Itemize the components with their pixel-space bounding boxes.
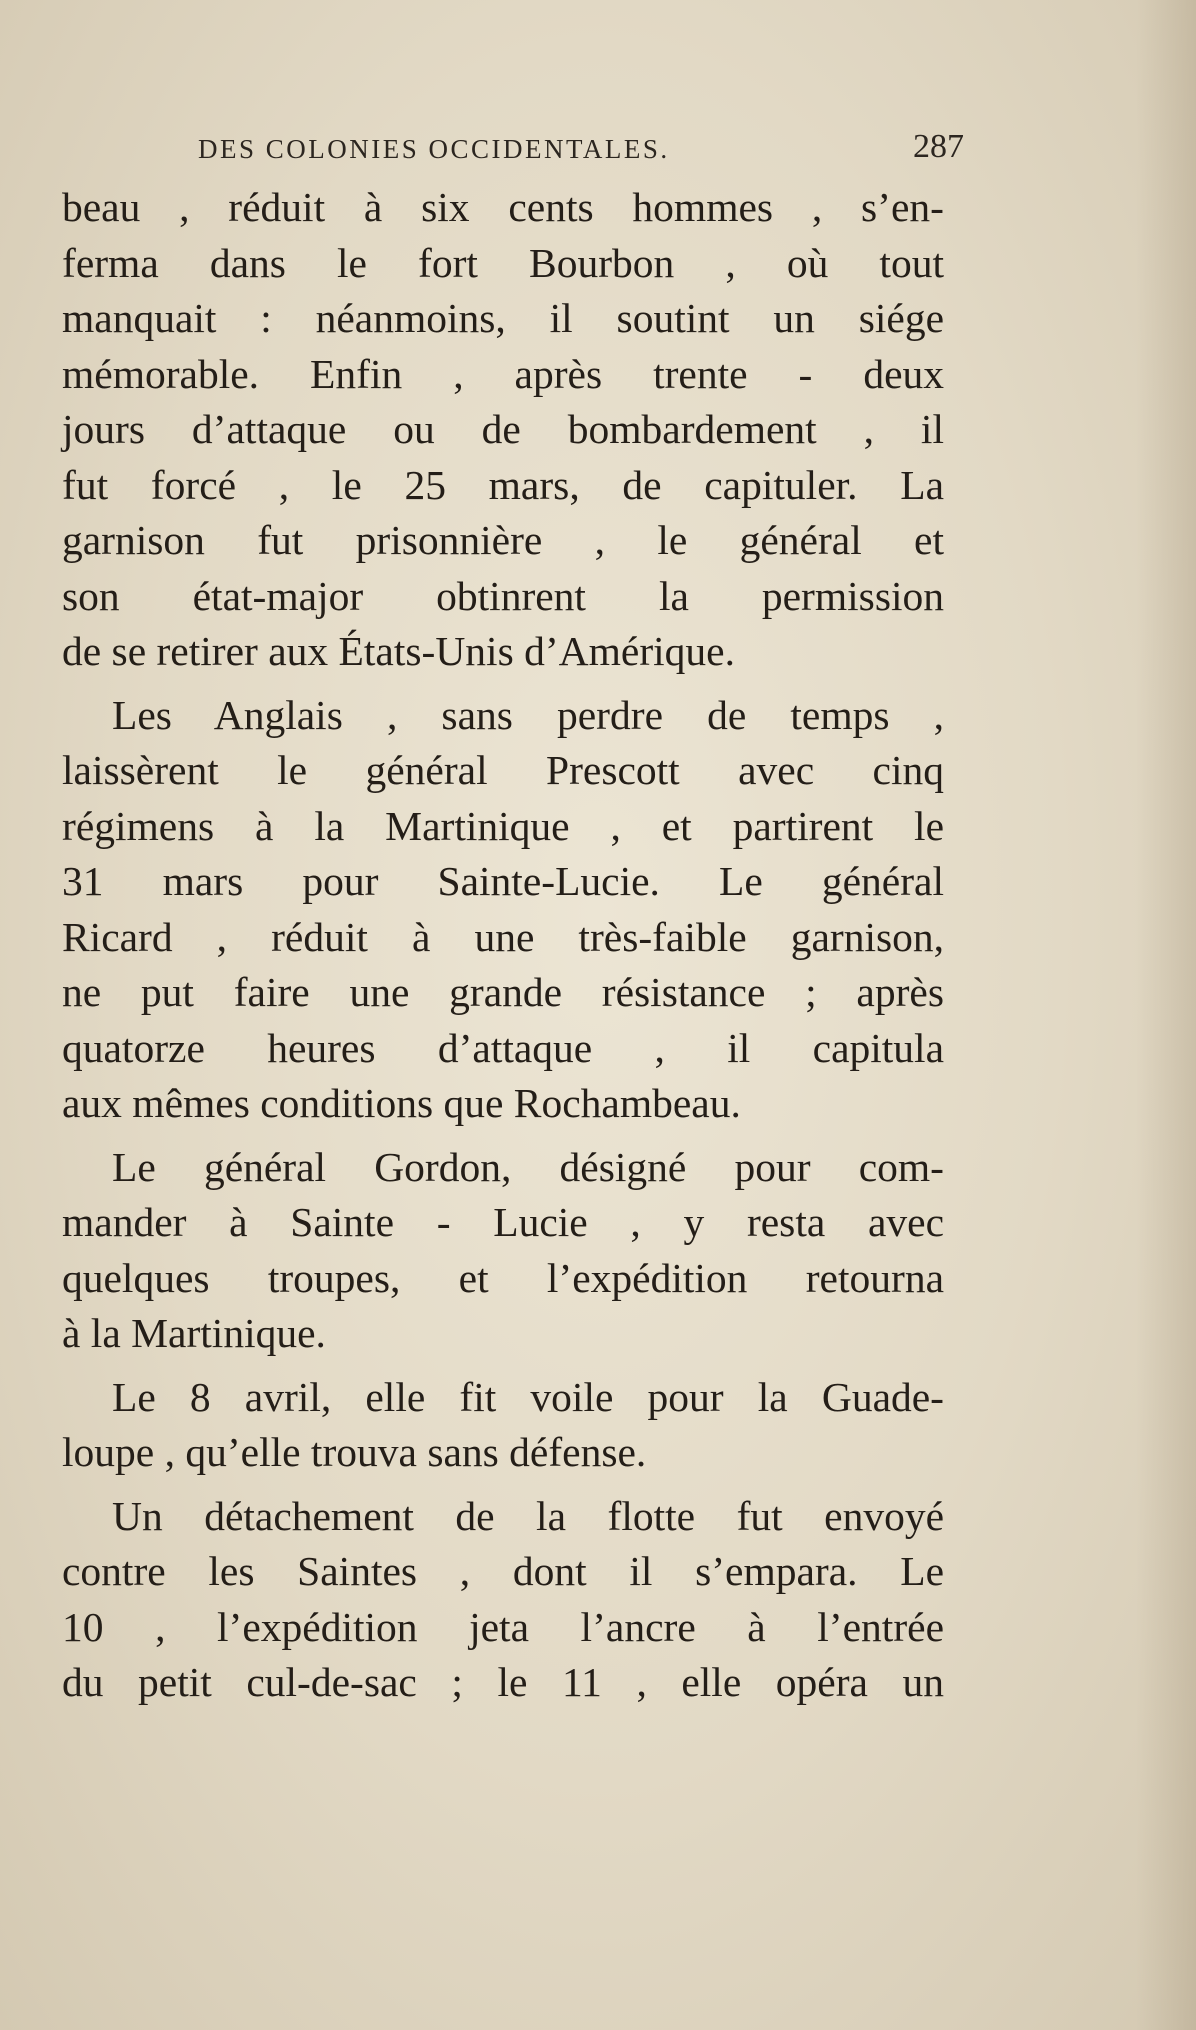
page-edge-shadow xyxy=(1136,0,1196,2030)
text-line: mémorable. Enfin , après trente - deux xyxy=(62,350,944,397)
text-line: son état-major obtinrent la permission xyxy=(62,572,944,619)
text-line: de se retirer aux États-Unis d’Amérique. xyxy=(62,628,735,674)
text-line: Un détachement de la flotte fut envoyé xyxy=(112,1492,944,1539)
text-line: ferma dans le fort Bourbon , où tout xyxy=(62,239,944,286)
text-line: fut forcé , le 25 mars, de capituler. La xyxy=(62,461,944,508)
text-line: 31 mars pour Sainte-Lucie. Le général xyxy=(62,858,944,904)
text-line: Les Anglais , sans perdre de temps , xyxy=(112,691,944,738)
text-line: Le général Gordon, désigné pour com- xyxy=(112,1143,944,1190)
text-line: jours d’attaque ou de bombardement , il xyxy=(62,406,944,452)
page-header xyxy=(62,128,962,168)
paragraph xyxy=(62,1370,944,1481)
text-line: régimens à la Martinique , et partirent le xyxy=(62,802,944,849)
paragraph xyxy=(62,1140,944,1362)
text-line: Le 8 avril, elle fit voile pour la Guade- xyxy=(112,1373,944,1420)
text-line: Ricard , réduit à une très-faible garnison, xyxy=(62,913,944,960)
text-line: quelques troupes, et l’expédition retourna xyxy=(62,1254,944,1301)
text-line: garnison fut prisonnière , le général et xyxy=(62,517,944,563)
text-line: loupe , qu’elle trouva sans défense. xyxy=(62,1429,647,1475)
text-line: beau , réduit à six cents hommes , s’en- xyxy=(62,184,944,230)
text-line: ne put faire une grande résistance ; après xyxy=(62,969,944,1015)
paragraph xyxy=(62,180,944,680)
text-line: laissèrent le général Prescott avec cinq xyxy=(62,747,944,793)
text-line: manquait : néanmoins, il soutint un siége xyxy=(62,295,944,341)
text-line: mander à Sainte - Lucie , y resta avec xyxy=(62,1199,944,1245)
text-line: 10 , l’expédition jeta l’ancre à l’entrée xyxy=(62,1603,944,1650)
text-line: contre les Saintes , dont il s’empara. Le xyxy=(62,1548,944,1594)
text-line: du petit cul-de-sac ; le 11 , elle opéra un xyxy=(62,1659,944,1705)
paragraph xyxy=(62,688,944,1132)
text-line: à la Martinique. xyxy=(62,1310,326,1356)
page-number: 287 xyxy=(913,128,964,165)
body-text xyxy=(62,180,944,1711)
running-head: DES COLONIES OCCIDENTALES. xyxy=(198,134,670,164)
text-line: aux mêmes conditions que Rochambeau. xyxy=(62,1080,741,1126)
paragraph xyxy=(62,1489,944,1711)
text-line: quatorze heures d’attaque , il capitula xyxy=(62,1024,944,1071)
